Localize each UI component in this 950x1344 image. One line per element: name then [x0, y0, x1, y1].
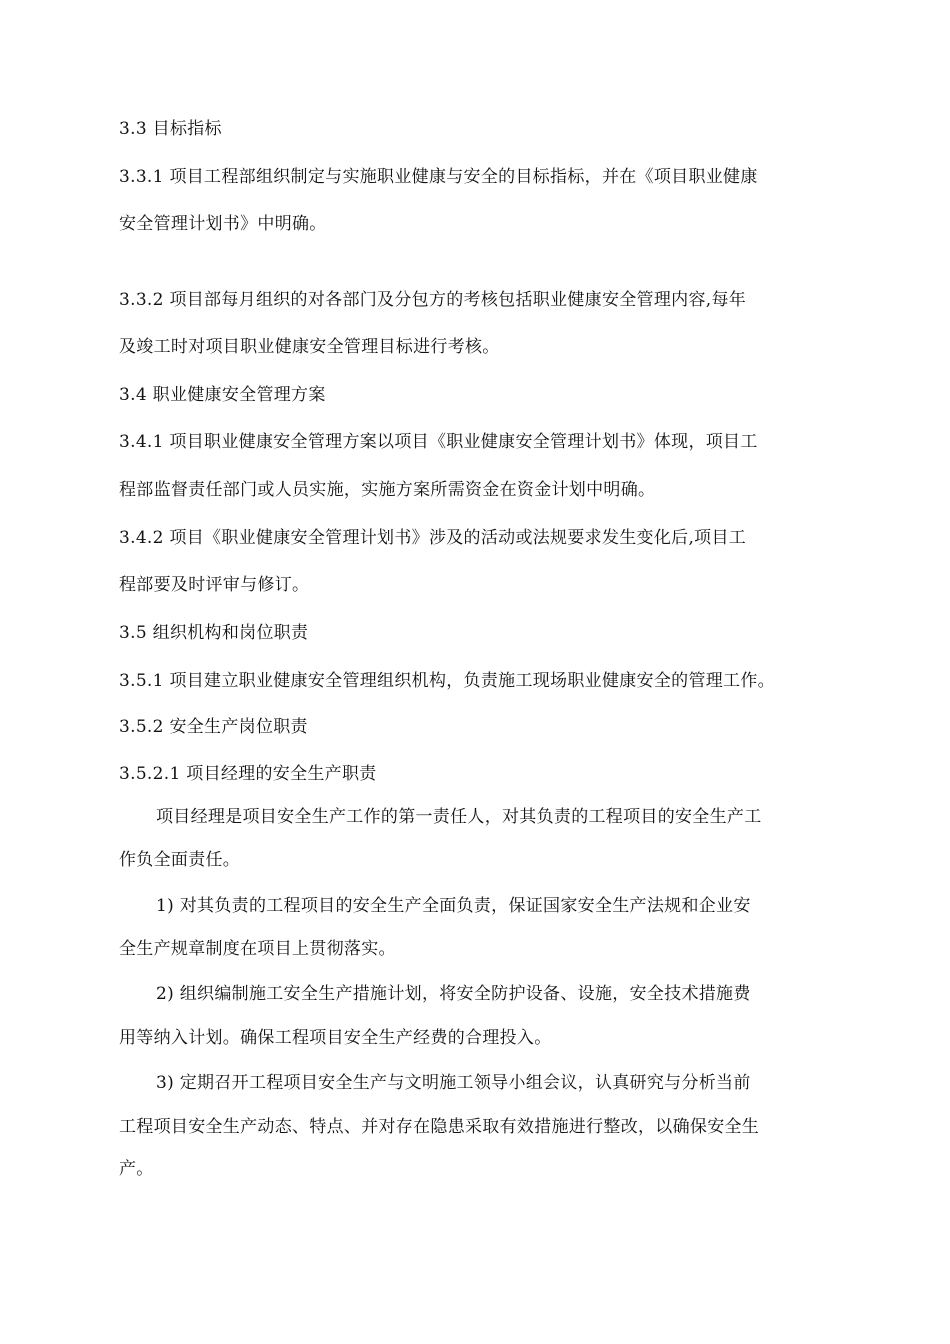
paragraph-3-3-2-line2: 及竣工时对项目职业健康安全管理目标进行考核。	[119, 337, 500, 357]
subheading-3-5-2: 3.5.2 安全生产岗位职责	[119, 717, 308, 737]
list-item-3-line3: 产。	[119, 1159, 154, 1179]
list-item-3-line2: 工程项目安全生产动态、特点、并对存在隐患采取有效措施进行整改，以确保安全生	[119, 1117, 760, 1137]
paragraph-3-3-2-line1: 3.3.2 项目部每月组织的对各部门及分包方的考核包括职业健康安全管理内容,每年	[119, 290, 747, 310]
paragraph-3-4-2-line2: 程部要及时评审与修订。	[119, 575, 310, 595]
intro-paragraph-line2: 作负全面责任。	[119, 850, 241, 870]
list-item-2-line2: 用等纳入计划。确保工程项目安全生产经费的合理投入。	[119, 1028, 552, 1048]
subheading-3-5-2-1: 3.5.2.1 项目经理的安全生产职责	[119, 764, 377, 784]
intro-paragraph-line1: 项目经理是项目安全生产工作的第一责任人，对其负责的工程项目的安全生产工	[156, 807, 762, 827]
list-item-1-line2: 全生产规章制度在项目上贯彻落实。	[119, 939, 396, 959]
paragraph-3-3-1-line2: 安全管理计划书》中明确。	[119, 214, 327, 234]
section-heading-3-5: 3.5 组织机构和岗位职责	[119, 623, 309, 643]
paragraph-3-5-1: 3.5.1 项目建立职业健康安全管理组织机构，负责施工现场职业健康安全的管理工作。	[119, 671, 775, 691]
paragraph-3-3-1-line1: 3.3.1 项目工程部组织制定与实施职业健康与安全的目标指标，并在《项目职业健康	[119, 167, 758, 187]
list-item-1-line1: 1) 对其负责的工程项目的安全生产全面负责，保证国家安全生产法规和企业安	[156, 896, 751, 916]
paragraph-3-4-1-line1: 3.4.1 项目职业健康安全管理方案以项目《职业健康安全管理计划书》体现，项目工	[119, 432, 758, 452]
section-heading-3-3: 3.3 目标指标	[119, 119, 222, 139]
list-item-3-line1: 3) 定期召开工程项目安全生产与文明施工领导小组会议，认真研究与分析当前	[156, 1073, 751, 1093]
section-heading-3-4: 3.4 职业健康安全管理方案	[119, 385, 326, 405]
list-item-2-line1: 2) 组织编制施工安全生产措施计划，将安全防护设备、设施，安全技术措施费	[156, 984, 751, 1004]
paragraph-3-4-2-line1: 3.4.2 项目《职业健康安全管理计划书》涉及的活动或法规要求发生变化后,项目工	[119, 528, 747, 548]
paragraph-3-4-1-line2: 程部监督责任部门或人员实施，实施方案所需资金在资金计划中明确。	[119, 480, 656, 500]
